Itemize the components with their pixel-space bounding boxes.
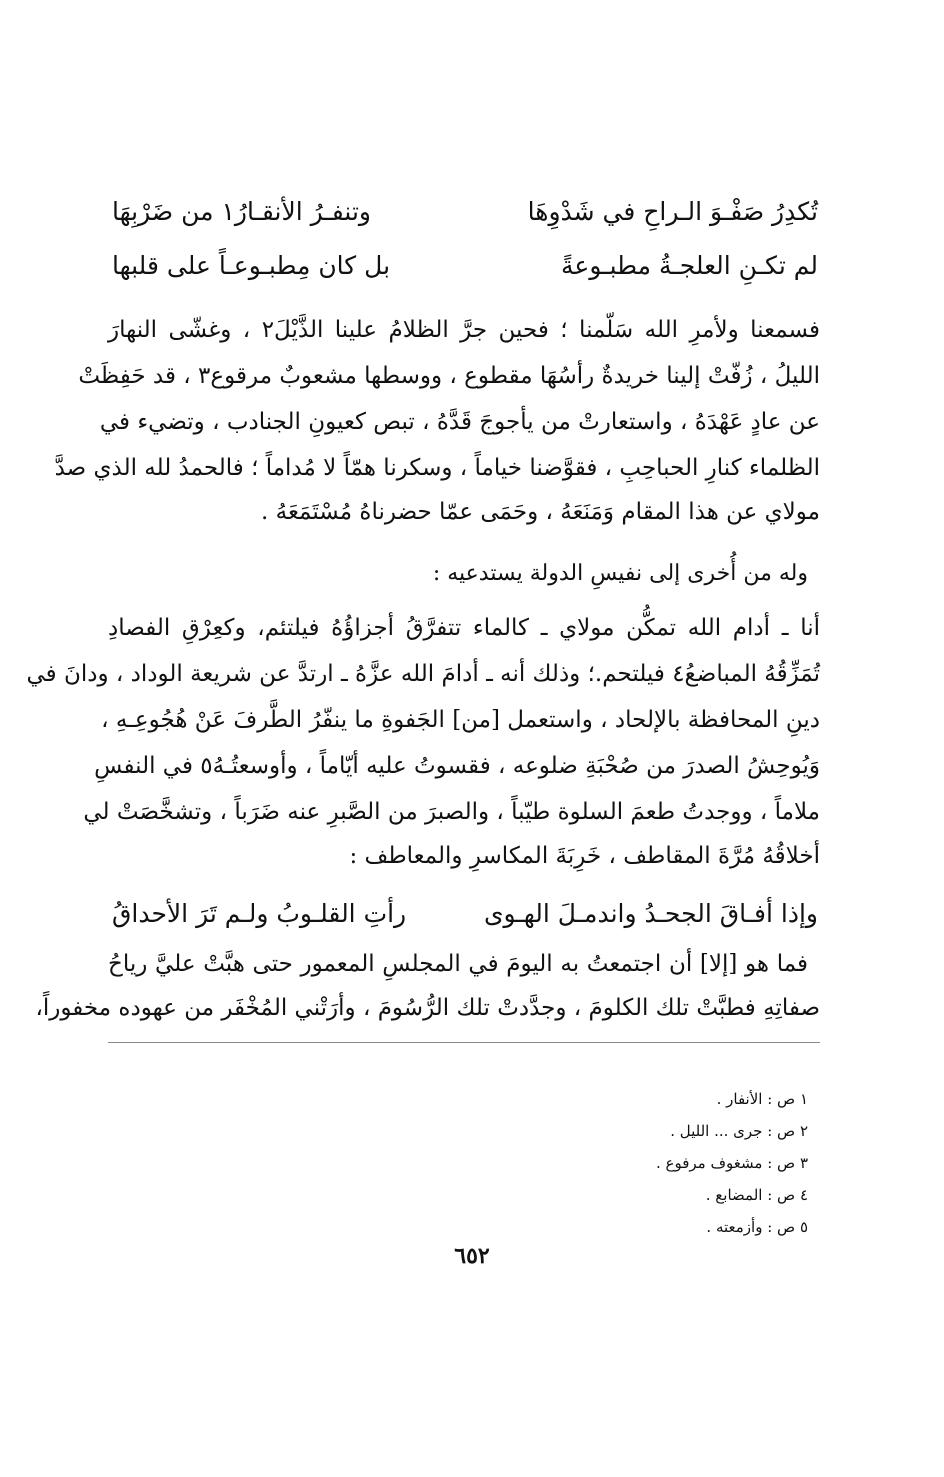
footnote-separator	[108, 1042, 820, 1043]
verse-first-hemistich: تُكدِرُ صَفْـوَ الـراحِ في شَدْوِهَا	[527, 197, 818, 226]
page-number: ٦٥٢	[454, 1243, 490, 1269]
paragraph-line: أنا ـ أدام الله تمكُّن مولاي ـ كالماء تتفرَّقُ أجزاؤُهُ فيلتئم، وكعِرْقِ الفصادِ	[108, 615, 820, 641]
footnote: ١ ص : الأنفار .	[716, 1090, 808, 1108]
paragraph-line: أخلاقُهُ مُرَّةَ المقاطف ، خَرِبَةَ المكاسرِ والمعاطف :	[349, 843, 820, 869]
footnote: ٢ ص : جرى ... الليل .	[670, 1122, 808, 1140]
paragraph-line: فسمعنا ولأمرِ الله سَلّمنا ؛ فحين جرَّ الظلامُ علينا الذَّيْلَ٢ ، وغشّى النهارَ	[108, 317, 820, 343]
footnote: ٤ ص : المضابع .	[705, 1186, 808, 1204]
paragraph-line: وَيُوحِشُ الصدرَ من صُحْبَةِ ضلوعه ، فقسوتُ عليه أيّاماً ، وأوسعتُـهُ٥ في النفسِ	[94, 753, 820, 779]
paragraph-line: الظلماء كنارِ الحباحِبِ ، فقوَّضنا خياماً ، وسكرنا همّاً لا مُداماً ؛ فالحمدُ لله الذي صدَّ	[54, 455, 820, 481]
section-intro: وله من أُخرى إلى نفيسِ الدولة يستدعيه :	[432, 561, 808, 586]
paragraph-line: فما هو [إلا] أن اجتمعتُ به اليومَ في المجلسِ المعمور حتى هبَّتْ عليَّ رياحُ	[108, 951, 808, 977]
verse-line	[112, 246, 818, 286]
verse-second-hemistich: رأتِ القلـوبُ ولـم تَرَ الأحداقُ	[112, 899, 407, 928]
paragraph-line: دينِ المحافظة بالإلحاد ، واستعمل [من] الجَفوةِ ما ينفّرُ الطَّرفَ عَنْ هُجُوعِـهِ ،	[101, 707, 820, 733]
paragraph-line: مولاي عن هذا المقام وَمَنَعَهُ ، وحَمَى عمّا حضرناهُ مُسْتَمَعَهُ .	[261, 499, 820, 525]
paragraph-line: الليلُ ، زُفّتْ إلينا خريدةٌ رأسُهَا مقطوع ، ووسطها مشعوبٌ مرقوع٣ ، قد حَفِظَتْ	[78, 363, 820, 389]
verse-second-hemistich: وتنفـرُ الأنقـارُ١ من ضَرْبِهَا	[112, 197, 371, 226]
verse-line	[112, 192, 818, 232]
paragraph-line: تُمَزِّقُهُ المباضعُ٤ فيلتحم.؛ وذلك أنه ـ أدامَ الله عزَّهُ ـ ارتدَّ عن شريعة الوداد ، ودانَ في	[26, 661, 820, 687]
verse-line	[112, 894, 818, 934]
paragraph-line: صفاتِهِ فطبَّتْ تلك الكلومَ ، وجدَّدتْ تلك الرُّسُومَ ، وأرَتْني المُخْفَر من عهوده مخفوراً،	[35, 995, 820, 1021]
verse-first-hemistich: لم تكـنِ العلجـةُ مطبـوعةً	[561, 251, 818, 280]
paragraph-line: عن عادٍ عَهْدَهُ ، واستعارتْ من يأجوجَ قَدَّهُ ، تبص كعيونِ الجنادب ، وتضيء في	[99, 409, 820, 435]
footnote: ٥ ص : وأزمعته .	[706, 1218, 808, 1236]
footnote: ٣ ص : مشغوف مرفوع .	[656, 1154, 808, 1172]
paragraph-line: ملاماً ، ووجدتُ طعمَ السلوة طيّباً ، والصبرَ من الصَّبرِ عنه ضَرَباً ، وتشخَّصَتْ لي	[83, 799, 820, 825]
verse-first-hemistich: وإذا أفـاقَ الجحـدُ واندمـلَ الهـوى	[483, 899, 818, 928]
verse-second-hemistich: بل كان مِطبـوعـاً على قلبها	[112, 251, 391, 280]
